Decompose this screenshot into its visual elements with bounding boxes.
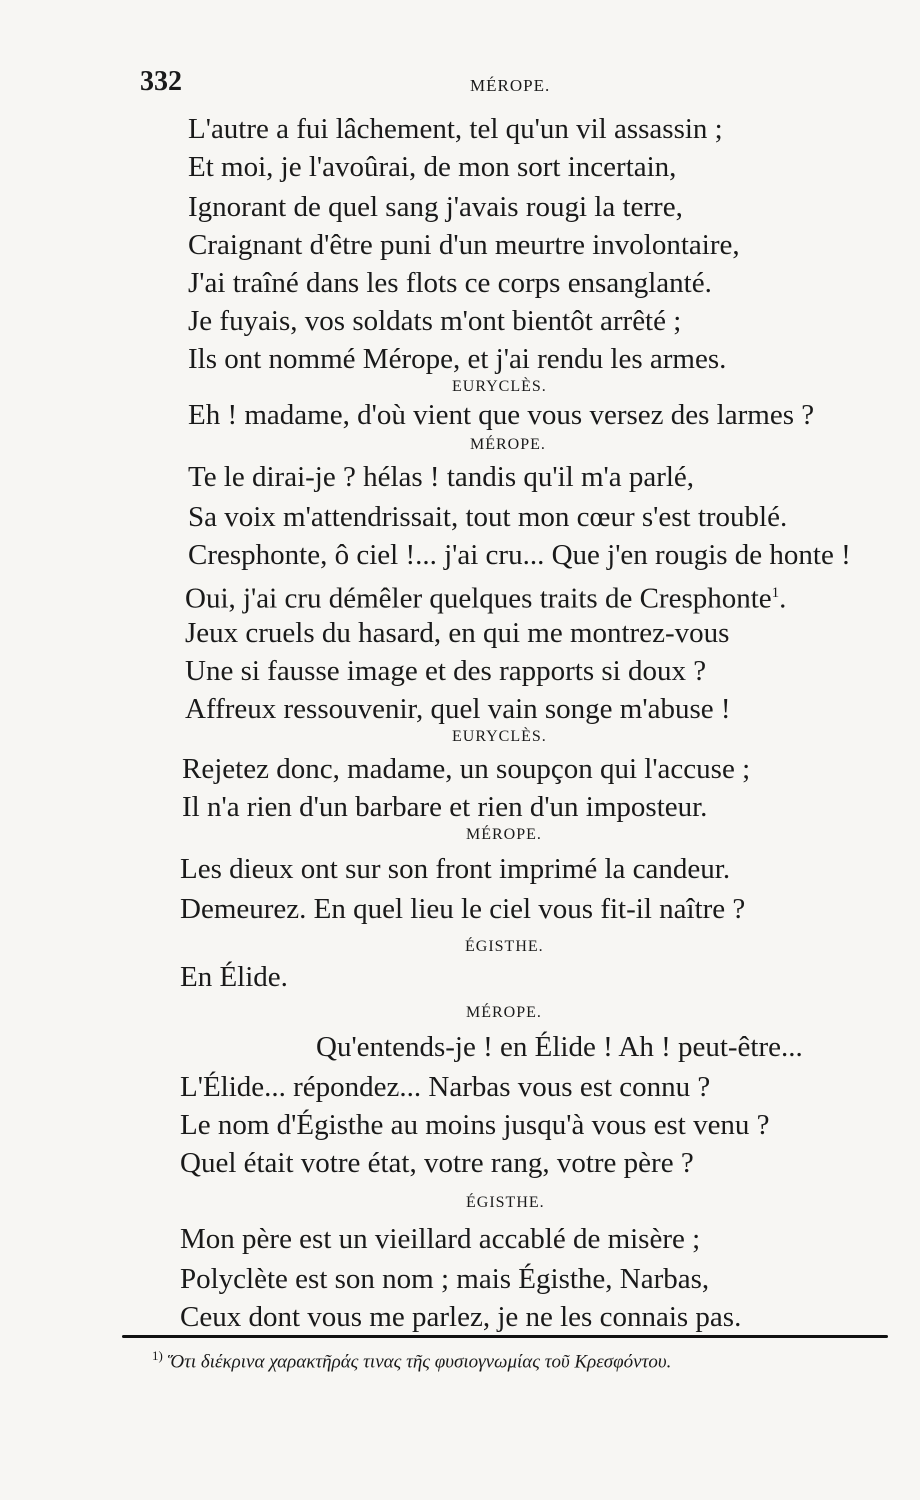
verse-line: Ceux dont vous me parlez, je ne les connais pas.	[180, 1301, 742, 1333]
verse-line: Affreux ressouvenir, quel vain songe m'abuse !	[185, 693, 731, 725]
verse-line: Rejetez donc, madame, un soupçon qui l'accuse ;	[182, 753, 751, 785]
speaker-name: EURYCLÈS.	[452, 728, 547, 745]
verse-line: Craignant d'être puni d'un meurtre involontaire,	[188, 229, 740, 261]
verse-line: Il n'a rien d'un barbare et rien d'un imposteur.	[182, 791, 708, 823]
footnote-reference: 1	[771, 585, 780, 601]
verse-line: En Élide.	[180, 961, 288, 993]
verse-line: Mon père est un vieillard accablé de misère ;	[180, 1223, 701, 1255]
footnote-rule	[122, 1335, 888, 1338]
speaker-name: MÉROPE.	[466, 1004, 542, 1021]
speaker-name: EURYCLÈS.	[452, 378, 547, 395]
verse-line: Ignorant de quel sang j'avais rougi la terre,	[188, 191, 683, 223]
page-header	[140, 66, 880, 106]
verse-line: Sa voix m'attendrissait, tout mon cœur s'est troublé.	[188, 501, 788, 533]
verse-line: Demeurez. En quel lieu le ciel vous fit-il naître ?	[180, 893, 746, 925]
verse-line: Oui, j'ai cru démêler quelques traits de Cresphonte$^1$.	[185, 582, 787, 615]
footnote-marker: 1)	[152, 1348, 163, 1363]
page-number: 332	[140, 66, 182, 97]
verse-line: L'Élide... répondez... Narbas vous est connu ?	[180, 1071, 711, 1103]
speaker-name: MÉROPE.	[466, 826, 542, 843]
verse-line: Polyclète est son nom ; mais Égisthe, Narbas,	[180, 1263, 710, 1295]
verse-line: Quel était votre état, votre rang, votre père ?	[180, 1147, 694, 1179]
verse-line: Jeux cruels du hasard, en qui me montrez-vous	[185, 617, 730, 649]
verse-line: Te le dirai-je ? hélas ! tandis qu'il m'a parlé,	[188, 461, 695, 493]
speaker-name: ÉGISTHE.	[465, 938, 544, 955]
verse-line: Les dieux ont sur son front imprimé la candeur.	[180, 853, 731, 885]
verse-line: Et moi, je l'avoûrai, de mon sort incertain,	[188, 151, 677, 183]
verse-line: Le nom d'Égisthe au moins jusqu'à vous est venu ?	[180, 1109, 770, 1141]
verse-line: Eh ! madame, d'où vient que vous versez des larmes ?	[188, 399, 815, 431]
running-title: MÉROPE.	[470, 76, 551, 95]
footnote-text: Ὅτι διέκρινα χαρακτῆράς τινας τῆς φυσιογνωμίας τοῦ Κρεσφόντου.	[167, 1351, 672, 1373]
verse-line: Qu'entends-je ! en Élide ! Ah ! peut-être...	[316, 1031, 803, 1063]
speaker-name: MÉROPE.	[470, 436, 546, 453]
verse-line-text: Oui, j'ai cru démêler quelques traits de Cresphonte	[185, 582, 772, 615]
speaker-name: ÉGISTHE.	[466, 1194, 545, 1211]
footnote	[152, 1348, 671, 1373]
verse-line: Cresphonte, ô ciel !... j'ai cru... Que j'en rougis de honte !	[188, 539, 851, 571]
verse-line: Ils ont nommé Mérope, et j'ai rendu les armes.	[188, 343, 727, 375]
verse-line: L'autre a fui lâchement, tel qu'un vil assassin ;	[188, 113, 723, 145]
verse-line: Je fuyais, vos soldats m'ont bientôt arrêté ;	[188, 305, 682, 337]
verse-line: Une si fausse image et des rapports si doux ?	[185, 655, 707, 687]
verse-line: J'ai traîné dans les flots ce corps ensanglanté.	[188, 267, 712, 299]
